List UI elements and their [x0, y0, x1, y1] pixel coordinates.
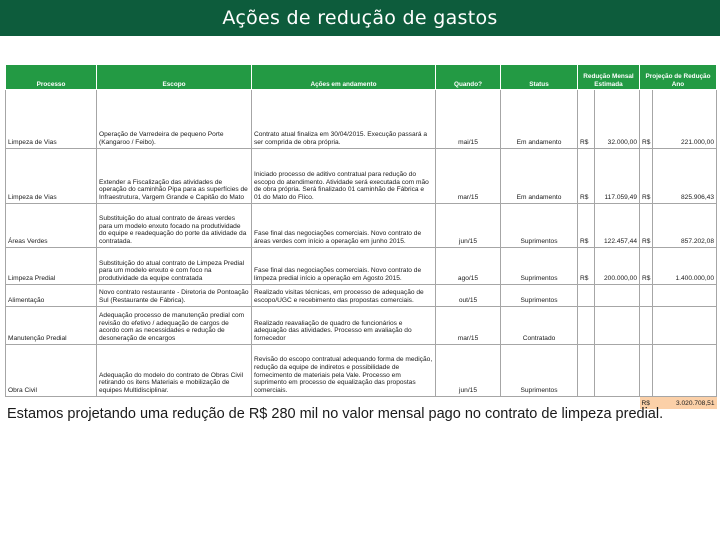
header-status: Status: [501, 65, 578, 90]
cell-status: Em andamento: [501, 90, 578, 149]
cell-reducao: 122.457,44: [595, 204, 640, 248]
cell-projecao-currency: [640, 345, 653, 397]
cell-quando: jun/15: [436, 204, 501, 248]
cell-quando: mar/15: [436, 149, 501, 204]
cell-projecao-currency: [640, 307, 653, 345]
table-row: [6, 90, 717, 149]
cell-reducao: 200.000,00: [595, 248, 640, 285]
cell-projecao-currency: [640, 285, 653, 307]
cell-escopo: Adequação processo de manutenção predial com revisão do efetivo / adequação de cargos de acordo com as necessidades e redução de desoneração de encargos: [97, 307, 252, 345]
cell-projecao-currency: R$: [640, 248, 653, 285]
header-processo: Processo: [6, 65, 97, 90]
cell-reducao: [595, 307, 640, 345]
table-row: [6, 345, 717, 397]
gastos-table: [5, 64, 717, 409]
header-reducao: Redução Mensal Estimada: [578, 65, 640, 90]
cell-projecao: [653, 345, 717, 397]
table-row: [6, 248, 717, 285]
cell-reducao-currency: [578, 307, 595, 345]
cell-acoes: Realizado visitas técnicas, em processo de adequação de escopo/UGC e recebimento das propostas comerciais.: [252, 285, 436, 307]
table-row: [6, 204, 717, 248]
cell-projecao: [653, 307, 717, 345]
cell-reducao-currency: [578, 285, 595, 307]
cell-status: Suprimentos: [501, 204, 578, 248]
cell-processo: Alimentação: [6, 285, 97, 307]
cell-processo: Obra Civil: [6, 345, 97, 397]
cell-status: Suprimentos: [501, 285, 578, 307]
cell-acoes: Realizado reavaliação de quadro de funcionários e adequação das atividades. Processo em avaliação do fornecedor: [252, 307, 436, 345]
cell-escopo: Substituição do atual contrato de áreas verdes para um modelo enxuto focado na produtividade do equipe e readequação do porte da atividade da contratada.: [97, 204, 252, 248]
cell-projecao: [653, 285, 717, 307]
cell-quando: jun/15: [436, 345, 501, 397]
cell-processo: Áreas Verdes: [6, 204, 97, 248]
cell-projecao-currency: R$: [640, 204, 653, 248]
cell-reducao: 32.000,00: [595, 90, 640, 149]
cell-acoes: Revisão do escopo contratual adequando forma de medição, redução da equipe de indiretos e possibilidade de fornecimento de materiais pela Vale. Processo em suprimento em processo de equalização das propostas comerciais.: [252, 345, 436, 397]
header-escopo: Escopo: [97, 65, 252, 90]
cell-status: Contratado: [501, 307, 578, 345]
total-currency: R$: [640, 397, 653, 409]
header-projecao: Projeção de Redução Ano: [640, 65, 717, 90]
cell-projecao: 221.000,00: [653, 90, 717, 149]
cell-projecao: 1.400.000,00: [653, 248, 717, 285]
cell-escopo: Operação de Varredeira de pequeno Porte (Kangaroo / Feibo).: [97, 90, 252, 149]
cell-acoes: Fase final das negociações comerciais. Novo contrato de limpeza predial início a operação em Agosto 2015.: [252, 248, 436, 285]
cell-quando: mar/15: [436, 307, 501, 345]
slide-title: Ações de redução de gastos: [222, 7, 498, 29]
cell-acoes: Contrato atual finaliza em 30/04/2015. Execução passará a ser comprida de obra própria.: [252, 90, 436, 149]
cell-reducao-currency: R$: [578, 248, 595, 285]
cell-reducao: [595, 285, 640, 307]
cell-projecao: 857.202,08: [653, 204, 717, 248]
cell-reducao-currency: [578, 345, 595, 397]
table-row: [6, 285, 717, 307]
cell-processo: Limpeza de Vias: [6, 149, 97, 204]
cell-reducao-currency: R$: [578, 149, 595, 204]
cell-acoes: Iniciado processo de aditivo contratual para redução do escopo do atendimento. Atividade será executada com mão de obra própria. Será finalizado 01 caminhão de Fábrica e 01 do Mato do Flico.: [252, 149, 436, 204]
cell-quando: out/15: [436, 285, 501, 307]
cell-reducao: [595, 345, 640, 397]
table-header-row: [6, 65, 717, 90]
cell-reducao-currency: R$: [578, 90, 595, 149]
cell-processo: Limpeza Predial: [6, 248, 97, 285]
cell-projecao-currency: R$: [640, 149, 653, 204]
cell-escopo: Extender a Fiscalização das atividades de operação do caminhão Pipa para as superfícies de Infraestrutura, Vargem Grande e Capitão do Mato: [97, 149, 252, 204]
cell-status: Suprimentos: [501, 248, 578, 285]
cell-escopo: Adequação do modelo do contrato de Obras Civil retirando os itens Materiais e mobilização de equipes Multidisciplinar.: [97, 345, 252, 397]
total-value: 3.020.708,51: [653, 397, 717, 409]
cell-quando: mai/15: [436, 90, 501, 149]
cell-acoes: Fase final das negociações comerciais. Novo contrato de áreas verdes com início a operação em junho 2015.: [252, 204, 436, 248]
header-quando: Quando?: [436, 65, 501, 90]
slide-title-bar: [0, 0, 720, 36]
cell-quando: ago/15: [436, 248, 501, 285]
cell-projecao-currency: R$: [640, 90, 653, 149]
cell-reducao: 117.059,49: [595, 149, 640, 204]
cell-escopo: Novo contrato restaurante - Diretoria de Pontoação Sul (Restaurante de Fábrica).: [97, 285, 252, 307]
cell-projecao: 825.906,43: [653, 149, 717, 204]
cell-processo: Limpeza de Vias: [6, 90, 97, 149]
cell-status: Em andamento: [501, 149, 578, 204]
table-row: [6, 307, 717, 345]
cell-status: Suprimentos: [501, 345, 578, 397]
cell-escopo: Substituição do atual contrato de Limpeza Predial para um modelo enxuto e com foco na produtividade da equipe contratada: [97, 248, 252, 285]
cell-reducao-currency: R$: [578, 204, 595, 248]
cell-processo: Manutenção Predial: [6, 307, 97, 345]
table-row: [6, 149, 717, 204]
gastos-table-container: [5, 64, 716, 409]
slide-note: Estamos projetando uma redução de R$ 280 mil no valor mensal pago no contrato de limpeza predial.: [7, 406, 664, 422]
header-acoes: Ações em andamento: [252, 65, 436, 90]
